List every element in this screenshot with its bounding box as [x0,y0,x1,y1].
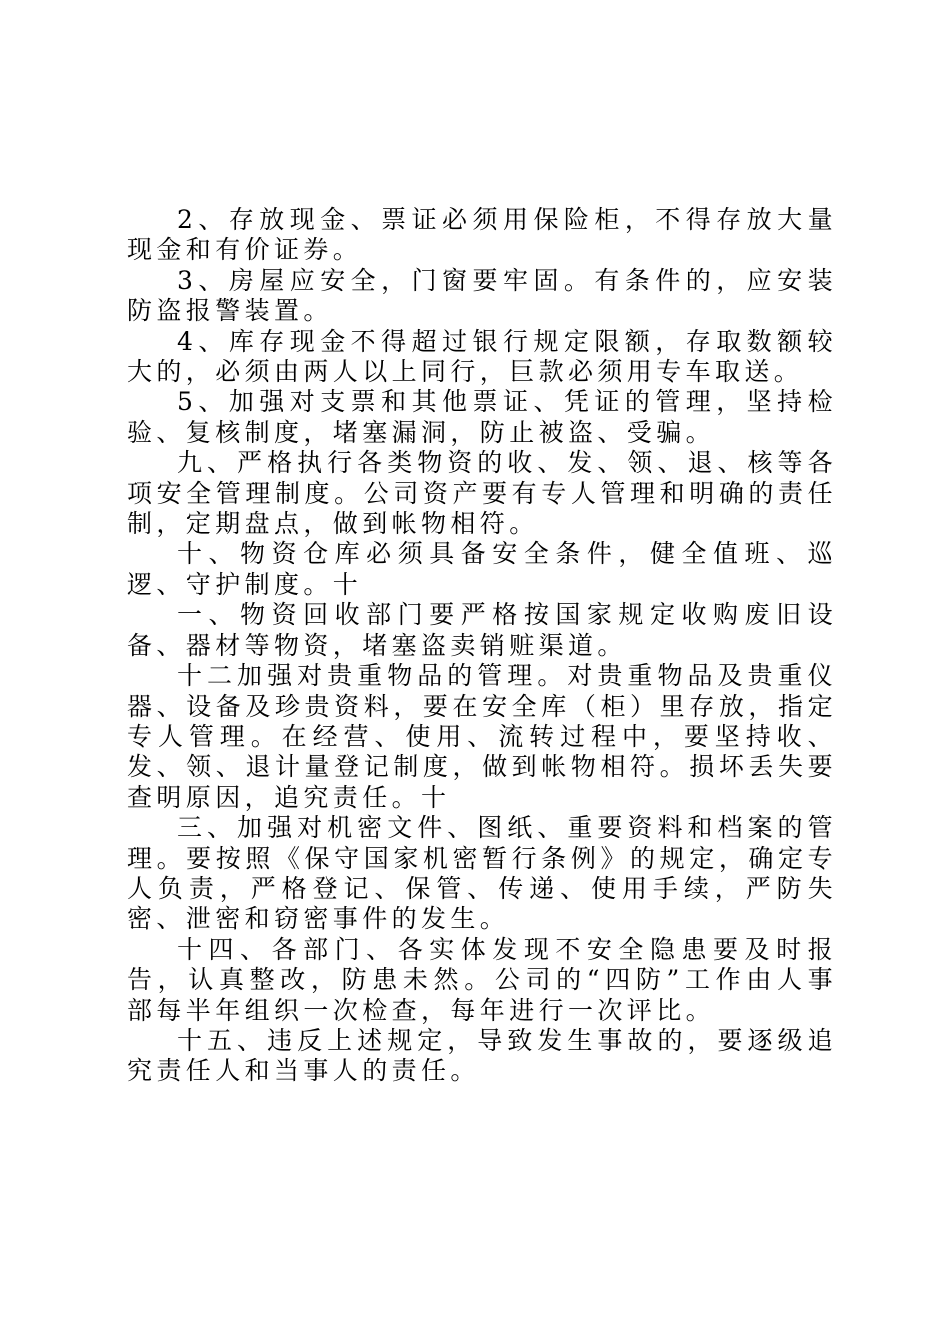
paragraph-section-11: 一、物资回收部门要严格按国家规定收购废旧设备、器材等物资，堵塞盗卖销赃渠道。 [127,600,837,660]
paragraph-section-15: 十五、违反上述规定，导致发生事故的，要逐级追究责任人和当事人的责任。 [127,1025,837,1086]
paragraph-item-2: 2、存放现金、票证必须用保险柜，不得存放大量现金和有价证券。 [127,205,837,265]
paragraph-section-9: 九、严格执行各类物资的收、发、领、退、核等各项安全管理制度。公司资产要有专人管理和明确的责任制，定期盘点，做到帐物相符。 [127,448,837,539]
paragraph-section-12: 十二加强对贵重物品的管理。对贵重物品及贵重仪器、设备及珍贵资料，要在安全库（柜）里存放，指定专人管理。在经营、使用、流转过程中，要坚持收、发、领、退计量登记制度，做到帐物相符。损坏丢失要查明原因，追究责任。十 [127,661,837,812]
paragraph-section-13: 三、加强对机密文件、图纸、重要资料和档案的管理。要按照《保守国家机密暂行条例》的规定，确定专人负责，严格登记、保管、传递、使用手续，严防失密、泄密和窃密事件的发生。 [127,813,837,934]
paragraph-section-14: 十四、各部门、各实体发现不安全隐患要及时报告，认真整改，防患未然。公司的“四防”工作由人事部每半年组织一次检查，每年进行一次评比。 [127,934,837,1025]
paragraph-section-10: 十、物资仓库必须具备安全条件，健全值班、巡逻、守护制度。十 [127,539,837,599]
document-body [127,205,837,1087]
paragraph-item-3: 3、房屋应安全，门窗要牢固。有条件的，应安装防盗报警装置。 [127,265,837,326]
paragraph-item-4: 4、库存现金不得超过银行规定限额，存取数额较大的，必须由两人以上同行，巨款必须用专车取送。 [127,326,837,387]
paragraph-item-5: 5、加强对支票和其他票证、凭证的管理，坚持检验、复核制度，堵塞漏洞，防止被盗、受骗。 [127,387,837,447]
